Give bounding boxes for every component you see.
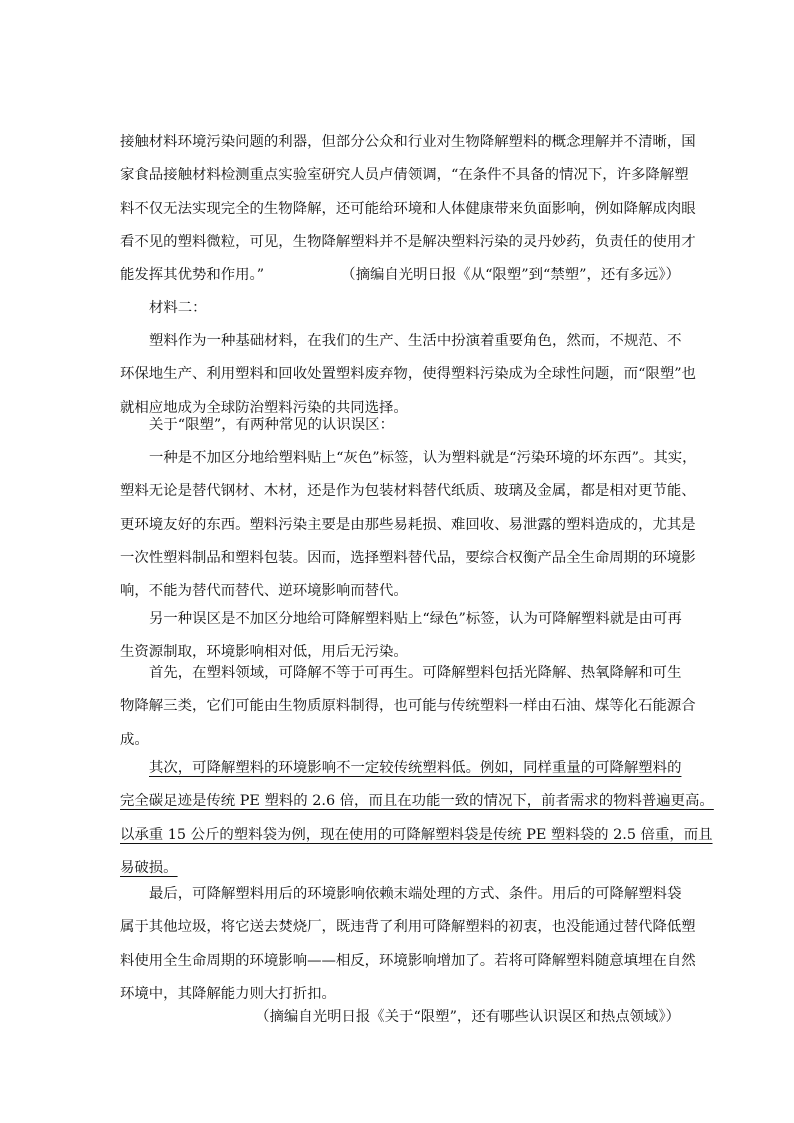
text-line: 环境中，其降解能力则大打折扣。 xyxy=(120,985,336,1002)
underlined-text: 以承重 15 公斤的塑料袋为例，现在使用的可降解塑料袋是传统 PE 塑料袋的 2.5 倍重，而且 xyxy=(120,826,713,843)
source-citation: （摘编自光明日报《从“限塑”到“禁塑”，还有多远》） xyxy=(341,267,680,283)
text-line: 就相应地成为全球防治塑料污染的共同选择。 xyxy=(120,399,408,416)
paragraph-second-point-underlined xyxy=(120,752,714,885)
underlined-text: 其次，可降解塑料的环境影响不一定较传统塑料低。例如，同样重量的可降解塑料的 xyxy=(149,760,682,776)
text-line: 看不见的塑料微粒，可见，生物降解塑料并不是解决塑料污染的灵丹妙药，负责任的使用才 xyxy=(120,233,696,250)
text-line: 属于其他垃圾，将它送去焚烧厂，既违背了利用可降解塑料的初衷，也没能通过替代降低塑 xyxy=(120,919,696,936)
text-line: 成。 xyxy=(120,731,149,748)
text-line xyxy=(120,785,714,818)
text-line: 关于“限塑”，有两种常见的认识误区： xyxy=(149,417,394,433)
material-2-label-block xyxy=(120,292,680,325)
text-line: 生资源制取，环境影响相对低，用后无污染。 xyxy=(120,644,408,661)
text-line: 塑料无论是替代钢材、木材，还是作为包装材料替代纸质、玻璃及金属，都是相对更节能、 xyxy=(120,483,696,500)
text-line: 接触材料环境污染问题的利器，但部分公众和行业对生物降解塑料的概念理解并不清晰，国 xyxy=(120,134,696,150)
text-line: 环保地生产、利用塑料和回收处置塑料废弃物，使得塑料污染成为全球性问题，而“限塑”也 xyxy=(120,366,696,383)
source-citation-1-block xyxy=(120,259,680,292)
paragraph-grey-label xyxy=(120,442,697,608)
text-line: 更环境友好的东西。塑料污染主要是由那些易耗损、难回收、易泄露的塑料造成的，尤其是 xyxy=(120,516,696,533)
text-line: 物降解三类，它们可能由生物质原料制得，也可能与传统塑料一样由石油、煤等化石能源合 xyxy=(120,698,696,715)
paragraph-first-point xyxy=(120,657,696,757)
text-line: 最后，可降解塑料用后的环境影响依赖末端处理的方式、条件。用后的可降解塑料袋 xyxy=(149,886,682,902)
text-line: 家食品接触材料检测重点实验室研究人员卢倩领调，“在条件不具备的情况下，许多降解塑 xyxy=(120,167,689,184)
text-line: 响，不能为替代而替代、逆环境影响而替代。 xyxy=(120,583,408,600)
text-line: 料使用全生命周期的环境影响——相反，环境影响增加了。若将可降解塑料随意填埋在自然 xyxy=(120,952,696,969)
text-line xyxy=(120,819,713,852)
paragraph-misconceptions xyxy=(120,409,680,442)
underlined-text: 完全碳足迹是传统 PE 塑料的 2.6 倍，而且在功能一致的情况下，前者需求的物料普遍更高。 xyxy=(120,793,714,810)
source-citation: （摘编自光明日报《关于“限塑”，还有哪些认识误区和热点领域》） xyxy=(255,1009,680,1025)
text-line: 首先，在塑料领域，可降解不等于可再生。可降解塑料包括光降解、热氧降解和可生 xyxy=(149,665,682,681)
underlined-text: 易破损。 xyxy=(120,859,178,876)
text-line: 另一种误区是不加区分地给可降解塑料贴上“绿色”标签，认为可降解塑料就是由可再 xyxy=(149,611,682,627)
text-line: 一次性塑料制品和塑料包装。因而，选择塑料替代品，要综合权衡产品全生命周期的环境影 xyxy=(120,549,696,566)
text-line: 塑料作为一种基础材料，在我们的生产、生活中扮演着重要角色，然而，不规范、不 xyxy=(149,333,682,349)
text-line xyxy=(120,752,680,785)
source-citation-2-block xyxy=(120,1001,680,1034)
text-line: 料不仅无法实现完全的生物降解，还可能给环境和人体健康带来负面影响，例如降解成肉眼 xyxy=(120,200,696,217)
text-line: 一种是不加区分地给塑料贴上“灰色”标签，认为塑料就是“污染环境的坏东西”。其实， xyxy=(149,450,697,466)
text-line: 能发挥其优势和作用。” xyxy=(120,267,265,284)
paragraph-last-point xyxy=(120,878,696,1011)
material-label: 材料二： xyxy=(149,300,207,316)
